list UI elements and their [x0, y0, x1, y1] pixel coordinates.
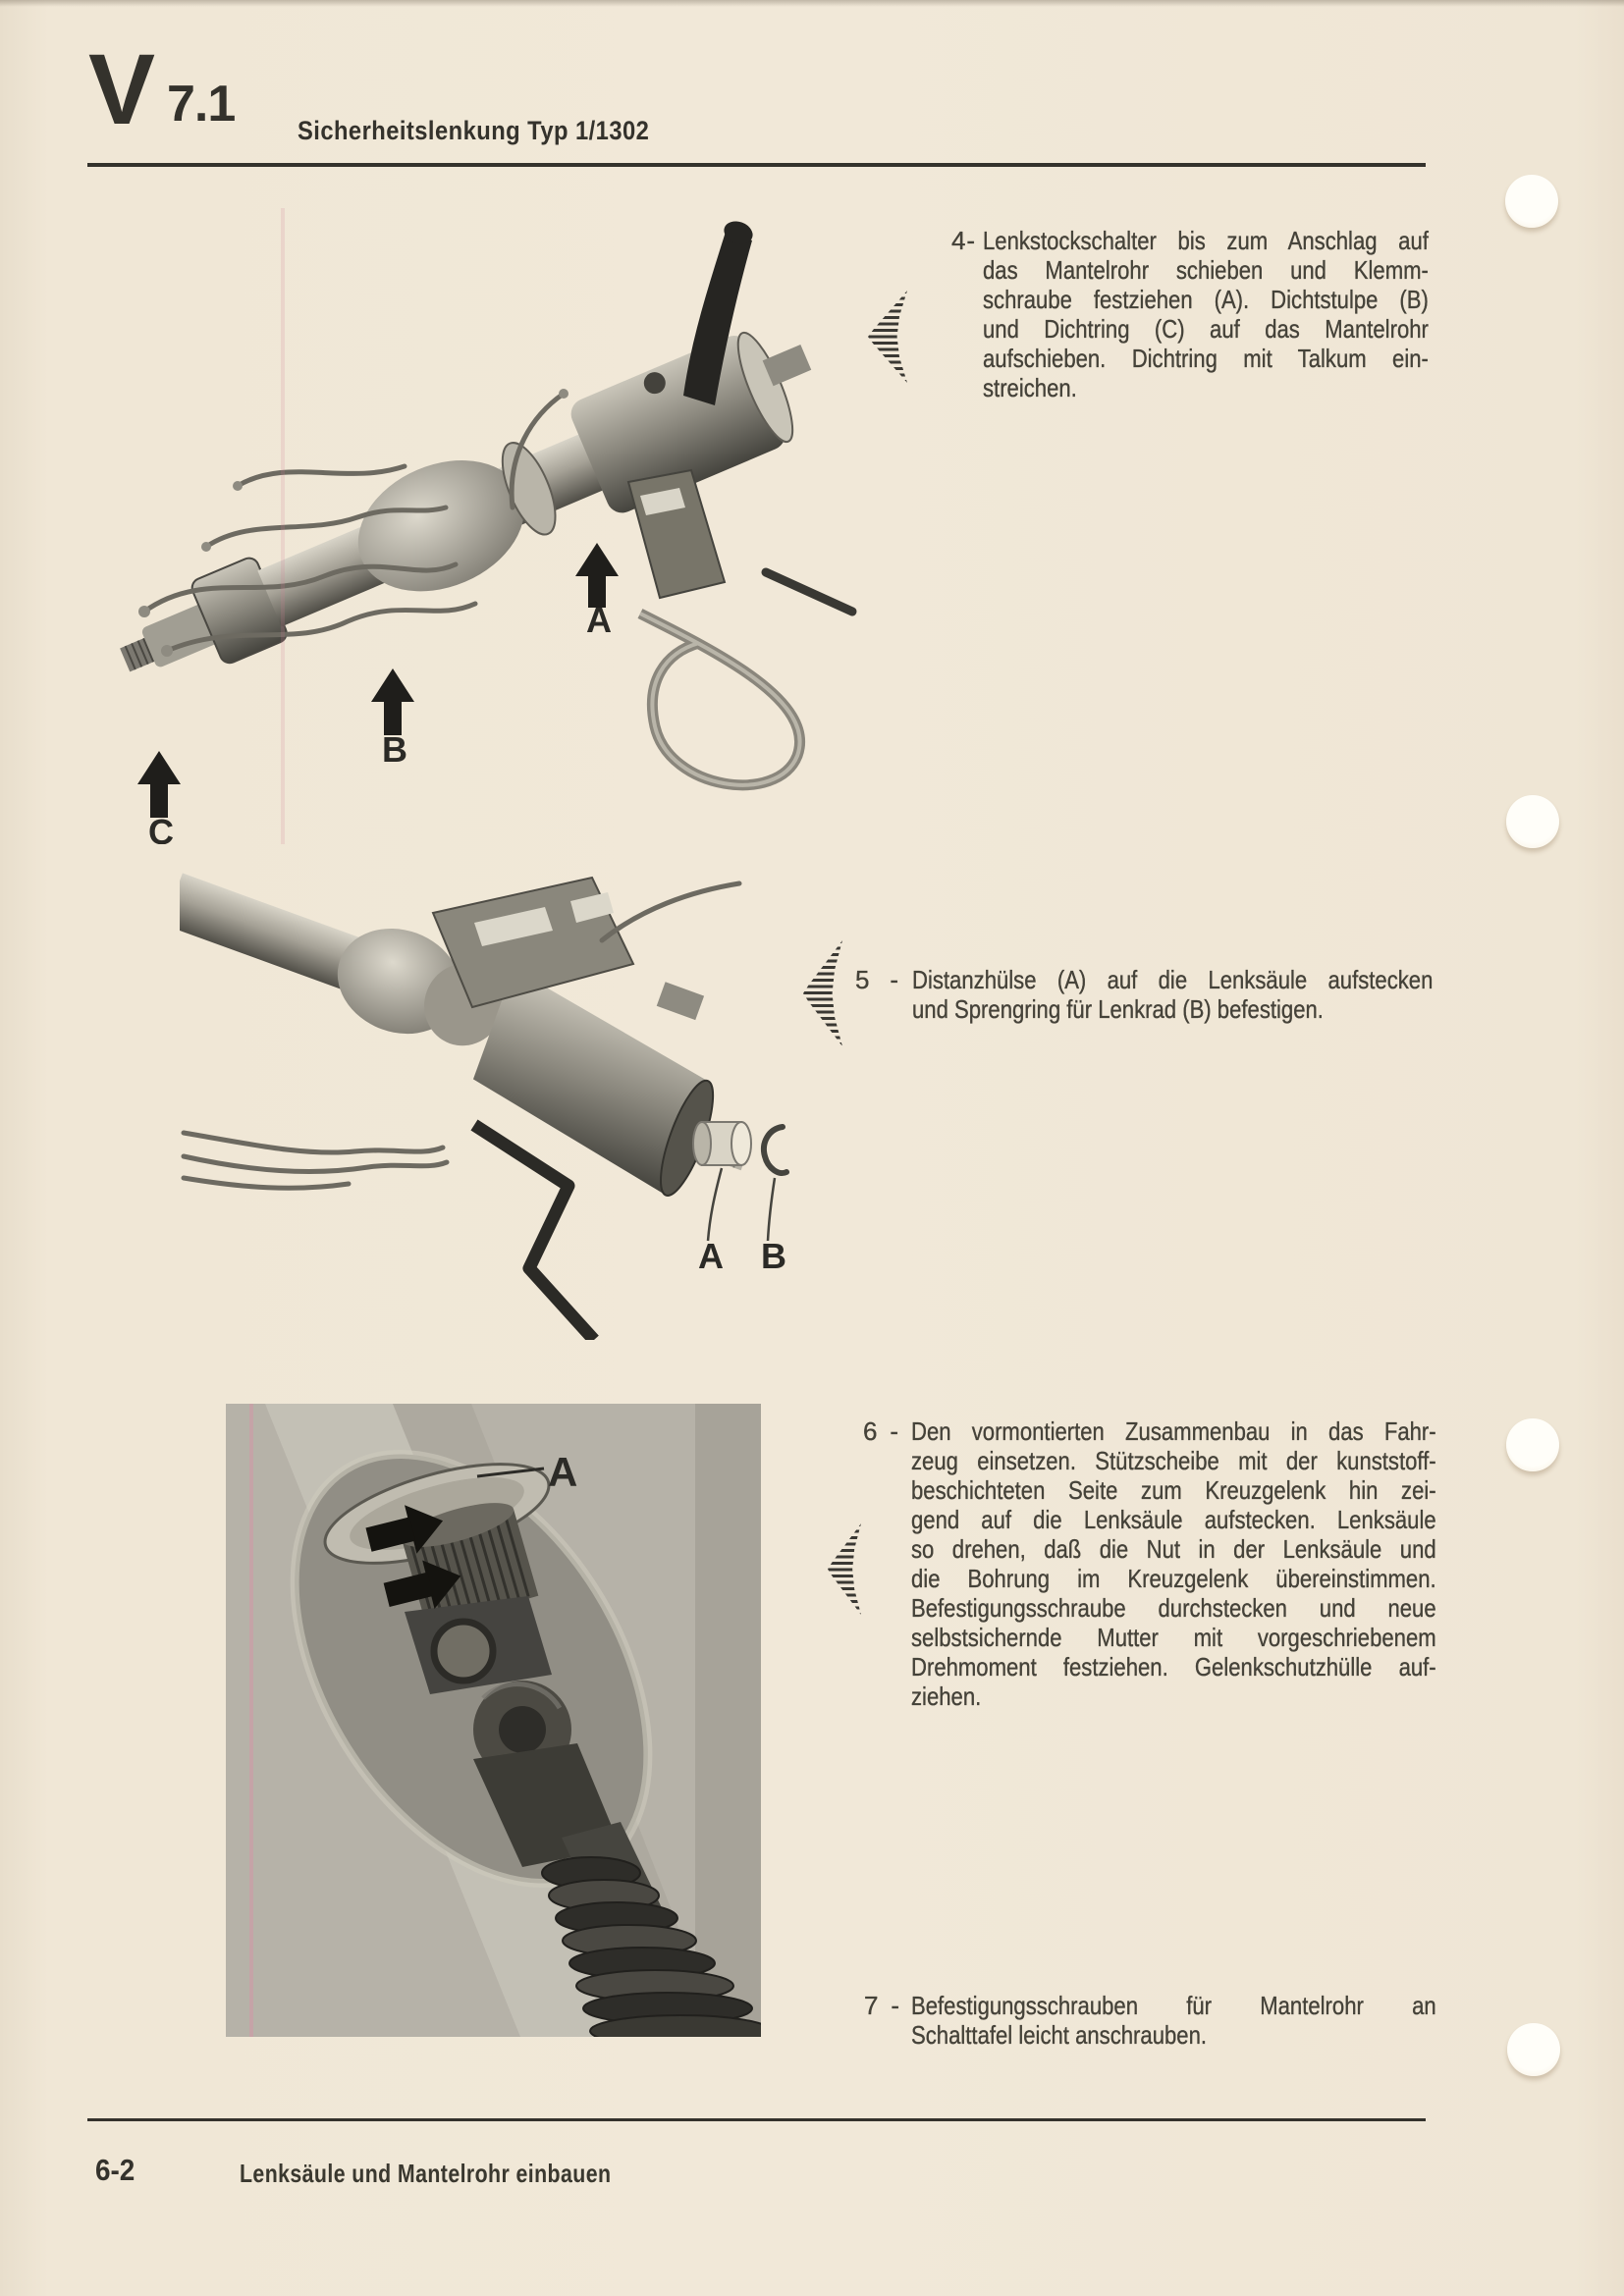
column-end-illustration [180, 862, 867, 1340]
step-text [911, 1991, 1436, 2050]
step-text-line: beschichteten Seite zum Kreuzgelenk hin zei- [911, 1475, 1436, 1505]
figure-label: A [698, 1236, 724, 1276]
step-text-line: so drehen, daß die Nut in der Lenksäule und [911, 1534, 1436, 1564]
footer-caption: Lenksäule und Mantelrohr einbauen [240, 2159, 612, 2188]
universal-joint-photo [226, 1404, 761, 2037]
figure-spacer-snapring [180, 862, 867, 1340]
step-text-line: streichen. [983, 373, 1077, 402]
figure-label: A [548, 1449, 578, 1495]
step-text-line: und Dichtring (C) auf das Mantelrohr [983, 314, 1429, 344]
step-text-line: aufschieben. Dichtring mit Talkum ein- [983, 344, 1429, 373]
figure-universal-joint [226, 1404, 761, 2037]
step-text-line: Lenkstockschalter bis zum Anschlag auf [983, 226, 1429, 255]
step-text-line: gend auf die Lenksäule aufstecken. Lenksäule [911, 1505, 1436, 1534]
steering-column-illustration [90, 191, 866, 844]
step-text-line: ziehen. [911, 1682, 982, 1711]
figure-label: C [148, 812, 174, 844]
series-letter: V [88, 33, 156, 145]
step-text-line: Drehmoment festziehen. Gelenkschutzhülle auf- [911, 1652, 1436, 1682]
figure-label: A [586, 600, 612, 640]
step-number: 5 - [855, 965, 898, 994]
figure-label: B [382, 729, 407, 770]
step-text-line: Distanzhülse (A) auf die Lenksäule aufstecken [912, 965, 1434, 994]
page-title: Sicherheitslenkung Typ 1/1302 [298, 116, 650, 145]
punch-hole [1507, 2023, 1560, 2076]
step-number: 6 - [863, 1416, 898, 1446]
header-rule [87, 163, 1426, 167]
step-number: 7 - [864, 1991, 899, 2020]
scan-artifact-line [281, 208, 285, 844]
step-pointer-icon [828, 1523, 861, 1615]
step-text-line: Den vormontierten Zusammenbau in das Fahr- [911, 1416, 1436, 1446]
step-text-line: Schalttafel leicht anschrauben. [911, 2020, 1208, 2050]
step-text-line: das Mantelrohr schieben und Klemm- [983, 255, 1429, 285]
step-text-line: die Bohrung im Kreuzgelenk übereinstimmen. [911, 1564, 1436, 1593]
step-pointer-icon [868, 291, 907, 383]
punch-hole [1505, 175, 1558, 228]
footer-rule [87, 2118, 1426, 2121]
step-text-line: zeug einsetzen. Stützscheibe mit der kunststoff- [911, 1446, 1436, 1475]
step-text [912, 965, 1433, 1024]
step-text [983, 226, 1429, 402]
punch-hole [1506, 1418, 1559, 1471]
page-number: 6-2 [95, 2153, 135, 2187]
step-text-line: Befestigungsschraube durchstecken und neue [911, 1593, 1436, 1623]
punch-hole [1506, 795, 1559, 848]
step-number: 4 - [951, 226, 975, 255]
step-text-line: und Sprengring für Lenkrad (B) befestigen. [912, 994, 1324, 1024]
series-number: 7.1 [167, 76, 236, 133]
step-text-line: selbstsichernde Mutter mit vorgeschriebenem [911, 1623, 1436, 1652]
figure-steering-column [90, 191, 866, 844]
step-text-line: schraube festziehen (A). Dichtstulpe (B) [983, 285, 1429, 314]
step-text [911, 1416, 1436, 1711]
figure-label: B [761, 1236, 786, 1276]
step-text-line: Befestigungsschrauben für Mantelrohr an [911, 1991, 1436, 2020]
